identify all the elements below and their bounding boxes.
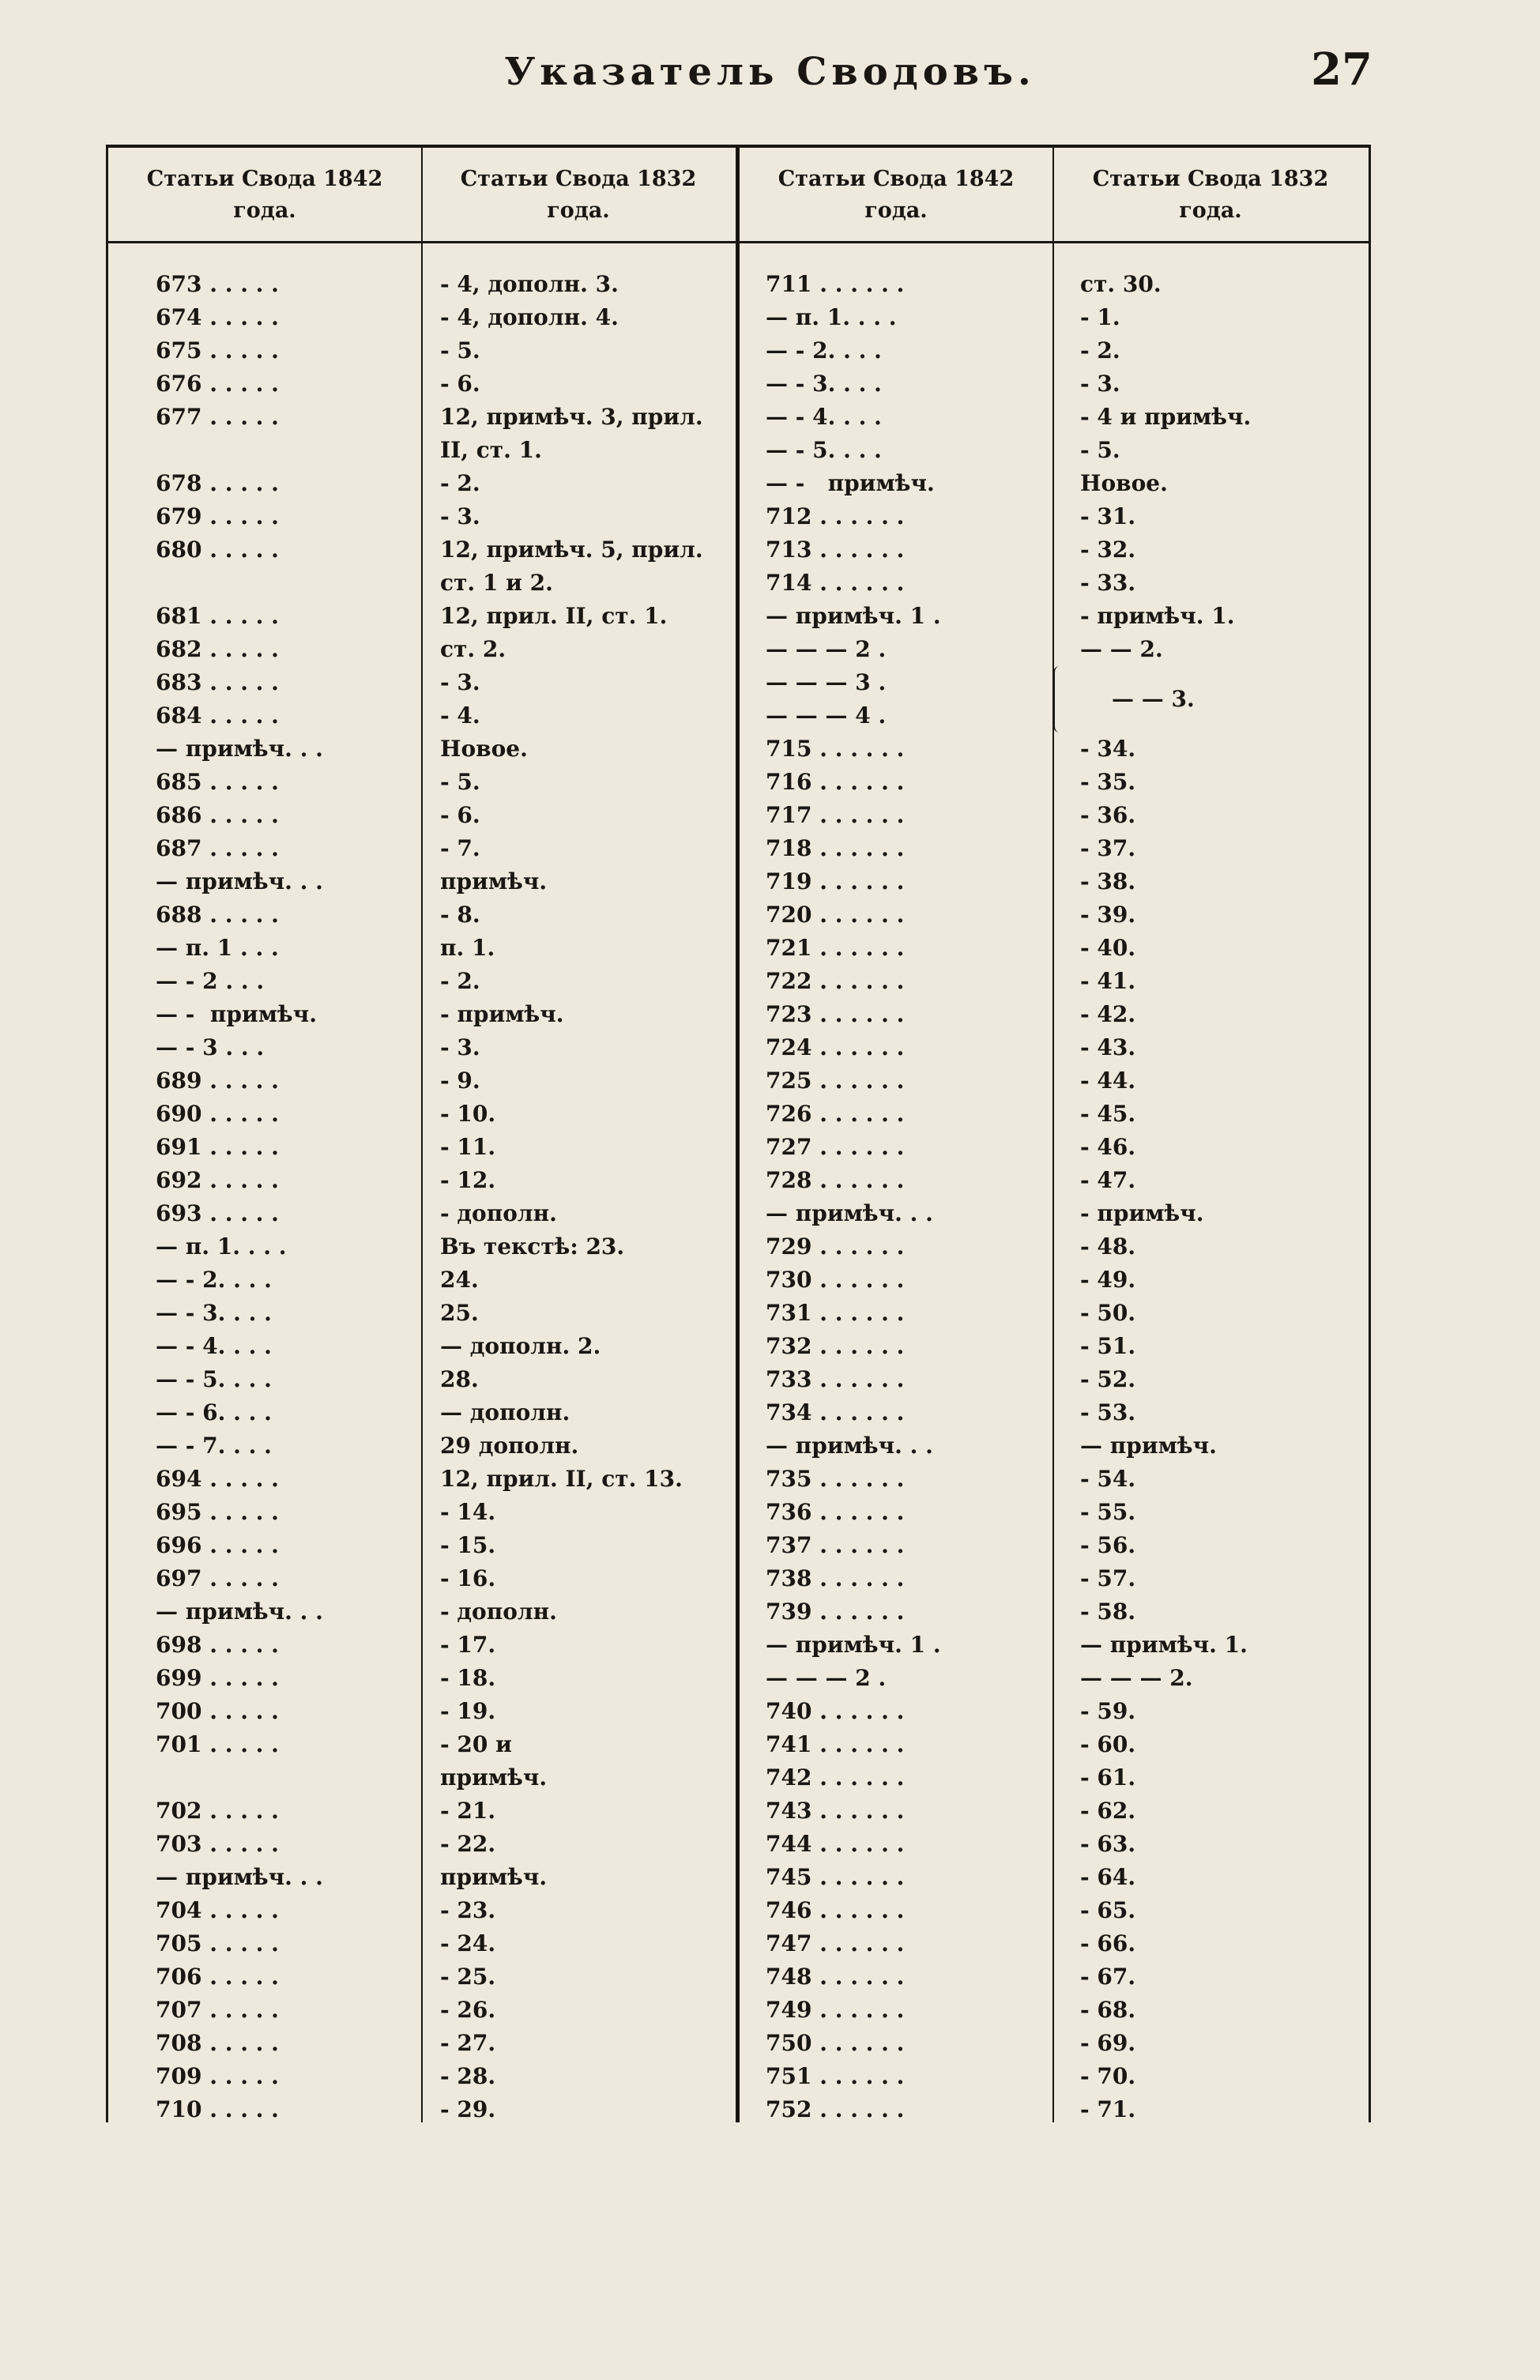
table-row xyxy=(108,1960,1369,1994)
table-cell: - 28. xyxy=(440,2063,496,2089)
table-cell: 710 . . . . . xyxy=(156,2096,279,2122)
table-row xyxy=(108,2093,1369,2126)
table-cell: — - 3. . . . xyxy=(766,371,882,397)
table-cell: 700 . . . . . xyxy=(156,1698,279,1724)
table-cell: — - примѣч. xyxy=(766,470,935,496)
table-cell: 743 . . . . . . xyxy=(766,1798,905,1824)
table-cell: 730 . . . . . . xyxy=(766,1267,905,1293)
table-cell: - 70. xyxy=(1080,2063,1136,2089)
table-cell: — - 5. . . . xyxy=(156,1366,272,1392)
table-row xyxy=(108,732,1369,766)
table-cell: - 51. xyxy=(1080,1333,1136,1359)
table-cell: 28. xyxy=(440,1366,479,1392)
table-cell: 697 . . . . . xyxy=(156,1565,279,1591)
table-cell: - 69. xyxy=(1080,2030,1136,2056)
column-header-line: Статьи Свода 1842 xyxy=(778,167,1015,191)
table-cell: - 41. xyxy=(1080,968,1136,994)
table-row xyxy=(108,567,1369,600)
table-row xyxy=(108,1562,1369,1595)
table-cell: 688 . . . . . xyxy=(156,902,279,928)
table-cell: - 22. xyxy=(440,1831,496,1857)
column-header-1842-right xyxy=(740,164,1052,227)
table-cell: - 6. xyxy=(440,371,480,397)
table-cell: - 4, дополн. 4. xyxy=(440,304,619,330)
table-row xyxy=(108,965,1369,998)
table-cell: 714 . . . . . . xyxy=(766,570,905,596)
table-cell: - 2. xyxy=(440,968,480,994)
table-cell: - 14. xyxy=(440,1499,496,1525)
table-cell: 12, прил. II, ст. 1. xyxy=(440,603,668,629)
table-cell: - 16. xyxy=(440,1565,496,1591)
table-cell: - 71. xyxy=(1080,2096,1136,2122)
table-cell: — — — 2. xyxy=(1080,1665,1193,1691)
table-row xyxy=(108,832,1369,865)
table-cell: 677 . . . . . xyxy=(156,404,279,430)
table-cell: - 64. xyxy=(1080,1864,1136,1890)
table-row xyxy=(108,1098,1369,1131)
table-cell: - 18. xyxy=(440,1665,496,1691)
table-cell: — — — 4 . xyxy=(766,702,887,729)
table-row xyxy=(108,1263,1369,1297)
table-cell: - 52. xyxy=(1080,1366,1136,1392)
table-cell: — дополн. 2. xyxy=(440,1333,601,1359)
table-cell: 715 . . . . . . xyxy=(766,736,905,762)
table-cell: 723 . . . . . . xyxy=(766,1001,905,1027)
table-row xyxy=(108,1230,1369,1263)
table-cell: 748 . . . . . . xyxy=(766,1964,905,1990)
table-cell: - 62. xyxy=(1080,1798,1136,1824)
table-row xyxy=(108,401,1369,434)
table-cell: - 45. xyxy=(1080,1101,1136,1127)
table-row xyxy=(108,1994,1369,2027)
table-cell: 708 . . . . . xyxy=(156,2030,279,2056)
table-cell: - 42. xyxy=(1080,1001,1136,1027)
table-cell: 687 . . . . . xyxy=(156,835,279,861)
column-header-line: года. xyxy=(1179,198,1242,223)
table-cell: - 33. xyxy=(1080,570,1136,596)
table-cell: - 15. xyxy=(440,1532,496,1558)
table-cell: — - 4. . . . xyxy=(766,404,882,430)
table-row xyxy=(108,301,1369,334)
table-row xyxy=(108,1297,1369,1330)
column-header-1842-left xyxy=(108,164,421,227)
table-cell: — — — 3 . xyxy=(766,669,887,695)
table-cell: — примѣч. . . xyxy=(156,868,323,894)
table-cell: — - 7. . . . xyxy=(156,1433,272,1459)
table-cell: — примѣч. . . xyxy=(766,1433,933,1459)
table-cell: 729 . . . . . . xyxy=(766,1233,905,1260)
column-header-line: года. xyxy=(233,198,296,223)
table-cell: - 40. xyxy=(1080,935,1136,961)
table-row xyxy=(108,932,1369,965)
table-cell: - 50. xyxy=(1080,1300,1136,1326)
table-cell: 699 . . . . . xyxy=(156,1665,279,1691)
table-cell: 12, прил. II, ст. 13. xyxy=(440,1466,683,1492)
table-row xyxy=(108,1429,1369,1463)
table-cell: - 34. xyxy=(1080,736,1136,762)
table-row xyxy=(108,467,1369,500)
table-cell: - 55. xyxy=(1080,1499,1136,1525)
table-cell: - 25. xyxy=(440,1964,496,1990)
table-row xyxy=(108,865,1369,898)
table-cell: - 46. xyxy=(1080,1134,1136,1160)
table-cell: — примѣч. . . xyxy=(156,1864,323,1890)
table-cell: 707 . . . . . xyxy=(156,1997,279,2023)
table-cell: — п. 1. . . . xyxy=(156,1233,287,1260)
table-cell: 722 . . . . . . xyxy=(766,968,905,994)
table-row xyxy=(108,434,1369,467)
table-cell: 712 . . . . . . xyxy=(766,503,905,529)
table-cell: - 27. xyxy=(440,2030,496,2056)
table-cell: - примѣч. xyxy=(440,1001,564,1027)
table-cell: — примѣч. . . xyxy=(156,1599,323,1625)
table-cell: — п. 1 . . . xyxy=(156,935,279,961)
table-cell: - 2. xyxy=(1080,337,1120,363)
table-row xyxy=(108,799,1369,832)
table-cell: 731 . . . . . . xyxy=(766,1300,905,1326)
table-cell: II, ст. 1. xyxy=(440,437,542,463)
table-cell: - 4 и примѣч. xyxy=(1080,404,1252,430)
table-cell: - 5. xyxy=(440,337,480,363)
merged-cell: — — 3. xyxy=(1112,686,1195,712)
table-cell: 746 . . . . . . xyxy=(766,1897,905,1923)
table-cell: - 56. xyxy=(1080,1532,1136,1558)
running-title: Указатель Сводовъ. xyxy=(504,50,1036,94)
table-cell: - 4. xyxy=(440,702,480,729)
table-row xyxy=(108,1828,1369,1861)
column-header-line: Статьи Свода 1832 xyxy=(460,167,697,191)
table-row xyxy=(108,1894,1369,1927)
table-cell: - 7. xyxy=(440,835,480,861)
table-cell: 675 . . . . . xyxy=(156,337,279,363)
table-cell: — - 3 . . . xyxy=(156,1034,265,1060)
table-cell: — примѣч. 1. xyxy=(1080,1632,1248,1658)
table-row xyxy=(108,1197,1369,1230)
table-row xyxy=(108,766,1369,799)
table-row xyxy=(108,1662,1369,1695)
table-cell: 689 . . . . . xyxy=(156,1068,279,1094)
table-cell: - примѣч. 1. xyxy=(1080,603,1235,629)
table-cell: 673 . . . . . xyxy=(156,271,279,297)
page-number: 27 xyxy=(1311,43,1372,96)
table-cell: — - 2 . . . xyxy=(156,968,265,994)
table-cell: — примѣч. . . xyxy=(156,736,323,762)
table-cell: - 63. xyxy=(1080,1831,1136,1857)
table-cell: - 19. xyxy=(440,1698,496,1724)
table-cell: 744 . . . . . . xyxy=(766,1831,905,1857)
table-row xyxy=(108,334,1369,367)
table-cell: 706 . . . . . xyxy=(156,1964,279,1990)
column-header-line: года. xyxy=(547,198,610,223)
table-cell: - 24. xyxy=(440,1930,496,1956)
table-row xyxy=(108,1629,1369,1662)
table-cell: - 57. xyxy=(1080,1565,1136,1591)
table-cell: 691 . . . . . xyxy=(156,1134,279,1160)
table-cell: 690 . . . . . xyxy=(156,1101,279,1127)
table-cell: — - примѣч. xyxy=(156,1001,317,1027)
table-cell: 736 . . . . . . xyxy=(766,1499,905,1525)
table-cell: примѣч. xyxy=(440,1864,548,1890)
table-cell: - примѣч. xyxy=(1080,1200,1204,1226)
table-cell: — дополн. xyxy=(440,1399,570,1425)
table-cell: - 48. xyxy=(1080,1233,1136,1260)
table-cell: 727 . . . . . . xyxy=(766,1134,905,1160)
table-cell: 726 . . . . . . xyxy=(766,1101,905,1127)
table-cell: 717 . . . . . . xyxy=(766,802,905,828)
table-cell: 683 . . . . . xyxy=(156,669,279,695)
table-cell: 732 . . . . . . xyxy=(766,1333,905,1359)
table-cell: - 10. xyxy=(440,1101,496,1127)
table-cell: - 44. xyxy=(1080,1068,1136,1094)
table-cell: — - 3. . . . xyxy=(156,1300,272,1326)
table-cell: 680 . . . . . xyxy=(156,537,279,563)
table-row xyxy=(108,268,1369,301)
table-cell: 692 . . . . . xyxy=(156,1167,279,1193)
table-cell: 705 . . . . . xyxy=(156,1930,279,1956)
table-cell: 751 . . . . . . xyxy=(766,2063,905,2089)
table-cell: 29 дополн. xyxy=(440,1433,579,1459)
table-row xyxy=(108,1761,1369,1794)
table-cell: 750 . . . . . . xyxy=(766,2030,905,2056)
table-cell: 704 . . . . . xyxy=(156,1897,279,1923)
table-cell: 678 . . . . . xyxy=(156,470,279,496)
table-cell: 747 . . . . . . xyxy=(766,1930,905,1956)
column-header-1832-left xyxy=(421,164,736,227)
table-cell: 741 . . . . . . xyxy=(766,1731,905,1757)
table-cell: - 21. xyxy=(440,1798,496,1824)
table-cell: - 4, дополн. 3. xyxy=(440,271,619,297)
table-cell: - 9. xyxy=(440,1068,480,1094)
table-cell: 711 . . . . . . xyxy=(766,271,905,297)
table-cell: - 23. xyxy=(440,1897,496,1923)
table-cell: 718 . . . . . . xyxy=(766,835,905,861)
table-cell: 716 . . . . . . xyxy=(766,769,905,795)
table-cell: - 43. xyxy=(1080,1034,1136,1060)
table-cell: 739 . . . . . . xyxy=(766,1599,905,1625)
column-header-1832-right xyxy=(1052,164,1369,227)
table-cell: ст. 30. xyxy=(1080,271,1162,297)
table-cell: — - 2. . . . xyxy=(156,1267,272,1293)
table-cell: 721 . . . . . . xyxy=(766,935,905,961)
table-cell: - 3. xyxy=(440,503,480,529)
table-cell: — примѣч. . . xyxy=(766,1200,933,1226)
table-cell: — - 4. . . . xyxy=(156,1333,272,1359)
table-cell: — примѣч. xyxy=(1080,1433,1217,1459)
table-cell: — примѣч. 1 . xyxy=(766,603,941,629)
table-cell: Въ текстѣ: 23. xyxy=(440,1233,625,1260)
table-cell: - 38. xyxy=(1080,868,1136,894)
table-cell: - 20 и xyxy=(440,1731,512,1757)
table-cell: 681 . . . . . xyxy=(156,603,279,629)
table-cell: - 3. xyxy=(440,669,480,695)
table-row xyxy=(108,1695,1369,1728)
table-cell: - дополн. xyxy=(440,1200,557,1226)
table-cell: - 37. xyxy=(1080,835,1136,861)
table-row xyxy=(108,1330,1369,1363)
table-cell: 682 . . . . . xyxy=(156,636,279,662)
table-cell: — - 5. . . . xyxy=(766,437,882,463)
table-cell: ст. 1 и 2. xyxy=(440,570,553,596)
table-cell: - 29. xyxy=(440,2096,496,2122)
table-cell: - 60. xyxy=(1080,1731,1136,1757)
table-cell: - 2. xyxy=(440,470,480,496)
table-cell: - 58. xyxy=(1080,1599,1136,1625)
table-cell: - 68. xyxy=(1080,1997,1136,2023)
header-rule xyxy=(108,241,1369,243)
table-cell: 733 . . . . . . xyxy=(766,1366,905,1392)
table-cell: - 39. xyxy=(1080,902,1136,928)
table-cell: 719 . . . . . . xyxy=(766,868,905,894)
table-cell: 752 . . . . . . xyxy=(766,2096,905,2122)
table-cell: 24. xyxy=(440,1267,479,1293)
table-row xyxy=(108,998,1369,1031)
table-cell: 684 . . . . . xyxy=(156,702,279,729)
table-cell: 749 . . . . . . xyxy=(766,1997,905,2023)
table-cell: — — — 2 . xyxy=(766,636,887,662)
table-cell: - 3. xyxy=(1080,371,1120,397)
table-cell: - 26. xyxy=(440,1997,496,2023)
table-row xyxy=(108,1131,1369,1164)
table-cell: - 54. xyxy=(1080,1466,1136,1492)
column-header-line: года. xyxy=(864,198,928,223)
table-row xyxy=(108,898,1369,932)
table-cell: 685 . . . . . xyxy=(156,769,279,795)
table-cell: примѣч. xyxy=(440,1764,548,1791)
table-cell: - 61. xyxy=(1080,1764,1136,1791)
table-row xyxy=(108,1363,1369,1396)
table-cell: — примѣч. 1 . xyxy=(766,1632,941,1658)
table-cell: 12, примѣч. 5, прил. xyxy=(440,537,703,563)
table-row xyxy=(108,1463,1369,1496)
table-cell: 696 . . . . . xyxy=(156,1532,279,1558)
table-cell: 694 . . . . . xyxy=(156,1466,279,1492)
table-row xyxy=(108,2060,1369,2093)
table-cell: - 32. xyxy=(1080,537,1136,563)
table-row xyxy=(108,1164,1369,1197)
table-cell: - дополн. xyxy=(440,1599,557,1625)
table-cell: 702 . . . . . xyxy=(156,1798,279,1824)
table-cell: - 36. xyxy=(1080,802,1136,828)
table-row xyxy=(108,1728,1369,1761)
table-cell: - 53. xyxy=(1080,1399,1136,1425)
table-cell: - 12. xyxy=(440,1167,496,1193)
table-cell: - 17. xyxy=(440,1632,496,1658)
table-cell: 724 . . . . . . xyxy=(766,1034,905,1060)
table-cell: п. 1. xyxy=(440,935,495,961)
table-cell: - 8. xyxy=(440,902,480,928)
table-cell: 734 . . . . . . xyxy=(766,1399,905,1425)
table-cell: - 5. xyxy=(440,769,480,795)
table-cell: 740 . . . . . . xyxy=(766,1698,905,1724)
table-cell: — — — 2 . xyxy=(766,1665,887,1691)
table-cell: - 35. xyxy=(1080,769,1136,795)
table-row xyxy=(108,699,1369,732)
table-cell: - 59. xyxy=(1080,1698,1136,1724)
column-header-line: Статьи Свода 1832 xyxy=(1092,167,1329,191)
table-cell: 737 . . . . . . xyxy=(766,1532,905,1558)
table-row xyxy=(108,1031,1369,1064)
table-cell: 738 . . . . . . xyxy=(766,1565,905,1591)
table-cell: Новое. xyxy=(1080,470,1168,496)
index-table xyxy=(106,145,1371,2122)
table-row xyxy=(108,1496,1369,1529)
table-cell: 12, примѣч. 3, прил. xyxy=(440,404,703,430)
table-cell: - 1. xyxy=(1080,304,1120,330)
table-row xyxy=(108,633,1369,666)
table-cell: - 3. xyxy=(440,1034,480,1060)
table-cell: примѣч. xyxy=(440,868,548,894)
table-row xyxy=(108,2027,1369,2060)
table-cell: 725 . . . . . . xyxy=(766,1068,905,1094)
table-cell: - 6. xyxy=(440,802,480,828)
table-cell: 693 . . . . . xyxy=(156,1200,279,1226)
table-row xyxy=(108,367,1369,401)
table-cell: 735 . . . . . . xyxy=(766,1466,905,1492)
table-cell: 679 . . . . . xyxy=(156,503,279,529)
table-cell: - 47. xyxy=(1080,1167,1136,1193)
table-cell: — - 2. . . . xyxy=(766,337,882,363)
table-body xyxy=(108,268,1369,2126)
table-cell: - 31. xyxy=(1080,503,1136,529)
table-row xyxy=(108,1927,1369,1960)
table-cell: 703 . . . . . xyxy=(156,1831,279,1857)
table-cell: 745 . . . . . . xyxy=(766,1864,905,1890)
table-cell: - 49. xyxy=(1080,1267,1136,1293)
table-cell: 674 . . . . . xyxy=(156,304,279,330)
table-row xyxy=(108,500,1369,533)
table-row xyxy=(108,1794,1369,1828)
table-row xyxy=(108,1529,1369,1562)
table-cell: Новое. xyxy=(440,736,528,762)
table-cell: 676 . . . . . xyxy=(156,371,279,397)
column-header-line: Статьи Свода 1842 xyxy=(146,167,383,191)
table-cell: - 67. xyxy=(1080,1964,1136,1990)
table-cell: - 66. xyxy=(1080,1930,1136,1956)
table-row xyxy=(108,1064,1369,1098)
table-cell: — п. 1. . . . xyxy=(766,304,897,330)
table-cell: 728 . . . . . . xyxy=(766,1167,905,1193)
table-row xyxy=(108,1861,1369,1894)
table-cell: 713 . . . . . . xyxy=(766,537,905,563)
table-cell: — — 2. xyxy=(1080,636,1163,662)
table-cell: - 5. xyxy=(1080,437,1120,463)
table-row xyxy=(108,600,1369,633)
table-cell: 698 . . . . . xyxy=(156,1632,279,1658)
table-cell: 709 . . . . . xyxy=(156,2063,279,2089)
table-cell: ст. 2. xyxy=(440,636,506,662)
table-cell: - 65. xyxy=(1080,1897,1136,1923)
table-cell: 720 . . . . . . xyxy=(766,902,905,928)
table-cell: - 11. xyxy=(440,1134,496,1160)
page-header xyxy=(0,43,1540,107)
table-cell: — - 6. . . . xyxy=(156,1399,272,1425)
table-row xyxy=(108,1396,1369,1429)
table-cell: 686 . . . . . xyxy=(156,802,279,828)
table-row xyxy=(108,1595,1369,1629)
table-cell: 701 . . . . . xyxy=(156,1731,279,1757)
table-row xyxy=(108,666,1369,712)
table-cell: 25. xyxy=(440,1300,479,1326)
table-cell: 695 . . . . . xyxy=(156,1499,279,1525)
table-row xyxy=(108,533,1369,567)
table-cell: 742 . . . . . . xyxy=(766,1764,905,1791)
